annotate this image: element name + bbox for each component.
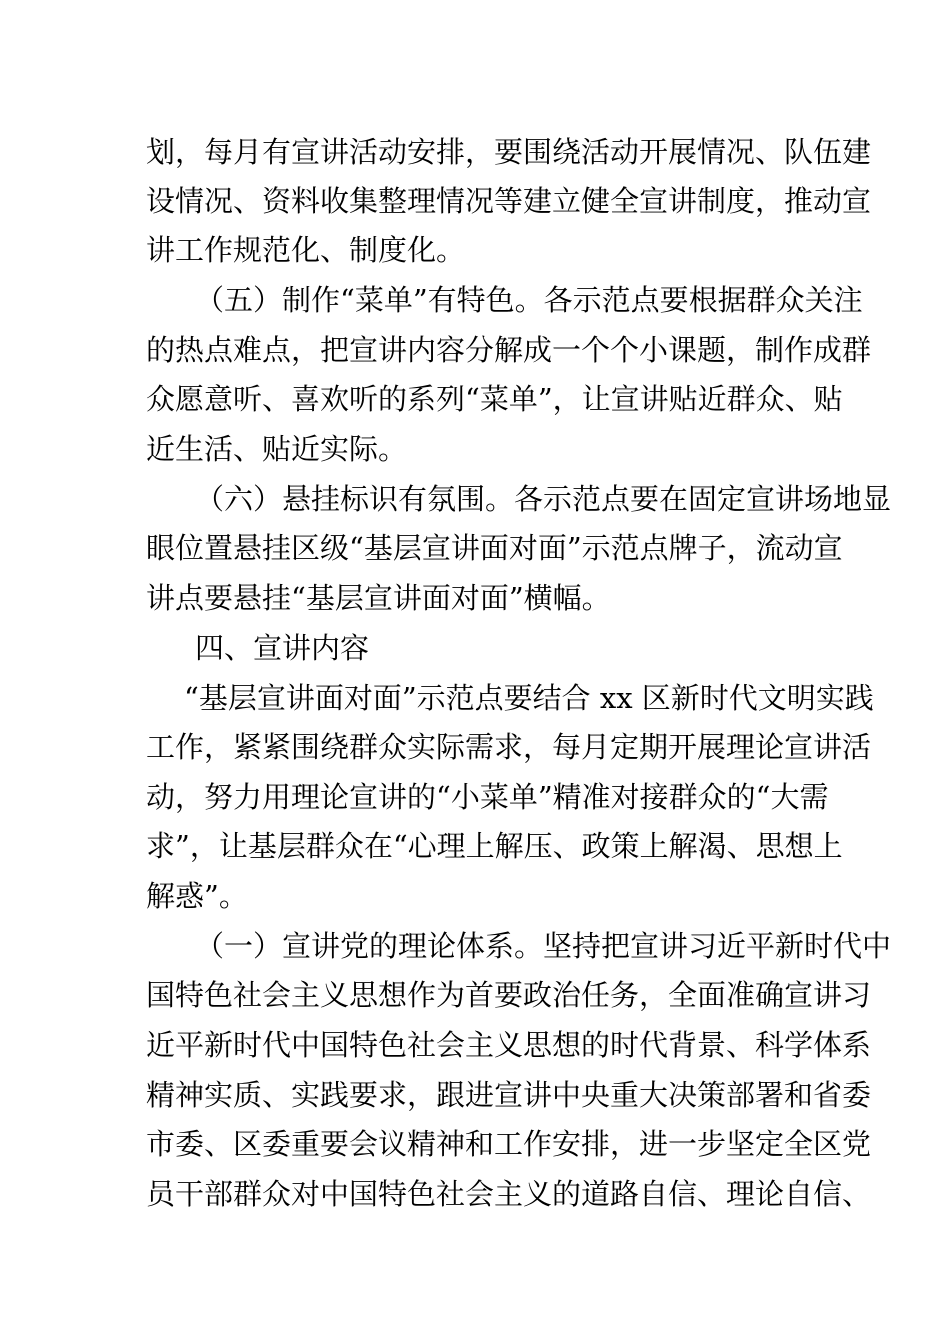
text-line: 国特色社会主义思想作为首要政治任务，全面准确宣讲习 (146, 978, 872, 1012)
text-line: 解惑”。 (146, 879, 248, 913)
section-heading-line: （一）宣讲党的理论体系。坚持把宣讲习近平新时代中 (195, 929, 892, 963)
text-line: 工作，紧紧围绕群众实际需求，每月定期开展理论宣讲活 (146, 730, 872, 764)
text-line: 划，每月有宣讲活动安排，要围绕活动开展情况、队伍建 (146, 135, 872, 169)
text-line: 设情况、资料收集整理情况等建立健全宣讲制度，推动宣 (146, 184, 872, 218)
text-line: 近生活、贴近实际。 (146, 432, 408, 466)
section-heading-line: （五）制作“菜单”有特色。各示范点要根据群众关注 (195, 283, 863, 317)
text-line: 讲点要悬挂“基层宣讲面对面”横幅。 (146, 581, 611, 615)
text-line: 精神实质、实践要求，跟进宣讲中央重大决策部署和省委 (146, 1078, 872, 1112)
chapter-heading: 四、宣讲内容 (195, 631, 370, 665)
text-line: 近平新时代中国特色社会主义思想的时代背景、科学体系 (146, 1028, 872, 1062)
text-line: 动，努力用理论宣讲的“小菜单”精准对接群众的“大需 (146, 780, 829, 814)
text-line: 眼位置悬挂区级“基层宣讲面对面”示范点牌子，流动宣 (146, 531, 843, 565)
text-line: 求”，让基层群众在“心理上解压、政策上解渴、思想上 (146, 829, 843, 863)
text-line: 的热点难点，把宣讲内容分解成一个个小课题，制作成群 (146, 333, 872, 367)
text-line: “基层宣讲面对面”示范点要结合 xx 区新时代文明实践 (184, 681, 874, 715)
text-line: 众愿意听、喜欢听的系列“菜单”，让宣讲贴近群众、贴 (146, 382, 843, 416)
text-line: 讲工作规范化、制度化。 (146, 233, 466, 267)
text-line: 市委、区委重要会议精神和工作安排，进一步坚定全区党 (146, 1127, 872, 1161)
text-line: 员干部群众对中国特色社会主义的道路自信、理论自信、 (146, 1177, 872, 1211)
section-heading-line: （六）悬挂标识有氛围。各示范点要在固定宣讲场地显 (195, 482, 892, 516)
